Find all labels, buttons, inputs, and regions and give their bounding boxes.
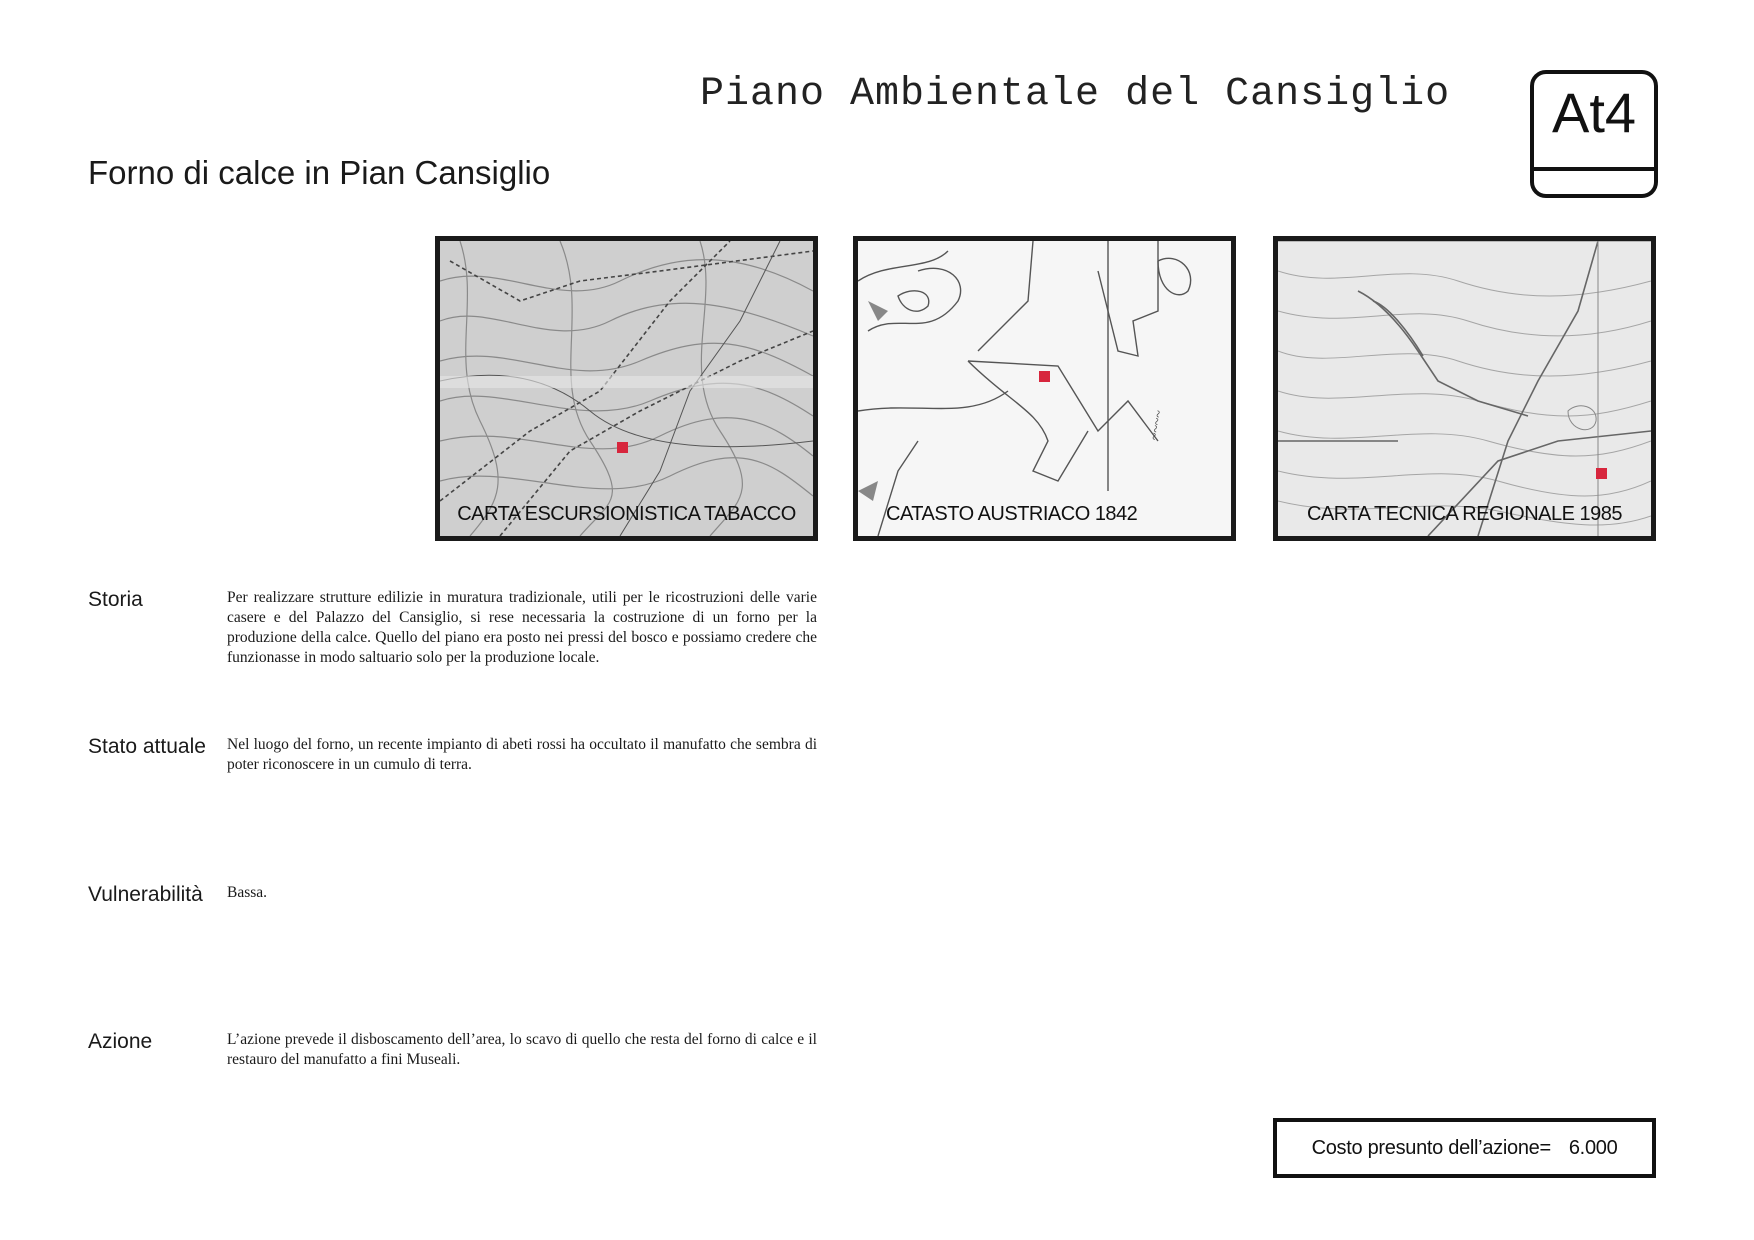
topographic-map-image: [440, 241, 813, 536]
page-title: Forno di calce in Pian Cansiglio: [88, 154, 551, 191]
section-text-azione: L’azione prevede il disboscamento dell’area, lo scavo di quello che resta del forno di calce e il restauro del manufatto a fini Museali.: [227, 1031, 817, 1068]
map-catasto-austriaco: [853, 236, 1236, 541]
document-header-title: Piano Ambientale del Cansiglio: [700, 72, 1451, 117]
location-marker: [617, 442, 628, 453]
section-label-storia: Storia: [88, 588, 143, 611]
technical-map-image: [1278, 241, 1651, 536]
section-text-vulnerabilita: Bassa.: [227, 884, 268, 901]
cost-estimate-box: [1273, 1118, 1656, 1178]
cost-label: Costo presunto dell’azione=: [1311, 1136, 1551, 1159]
svg-text:~~~~: ~~~~: [1147, 409, 1168, 442]
section-text-stato-attuale: Nel luogo del forno, un recente impianto di abeti rossi ha occultato il manufatto che sembra di poter riconoscere in un cumulo di terra.: [227, 736, 817, 773]
section-label-vulnerabilita: Vulnerabilità: [88, 883, 203, 906]
location-marker: [1596, 468, 1607, 479]
section-text-storia: Per realizzare strutture edilizie in muratura tradizionale, utili per le ricostruzioni delle varie casere e del Palazzo del Cansiglio, si rese necessaria la costruzione di un forno per la produzione della calce. Quello del piano era posto nei pressi del bosco e possiamo credere che funzionasse in modo saltuario solo per la produzione locale.: [227, 589, 817, 666]
map-carta-tecnica-regionale: [1273, 236, 1656, 541]
cost-value: 6.000: [1568, 1136, 1618, 1159]
map-caption: CATASTO AUSTRIACO 1842: [886, 503, 1138, 525]
action-code-badge: [1530, 70, 1658, 198]
section-label-azione: Azione: [88, 1030, 153, 1053]
badge-divider: [1534, 167, 1654, 171]
map-carta-escursionistica: [435, 236, 818, 541]
section-label-stato-attuale: Stato attuale: [88, 735, 206, 758]
action-code: At4: [1551, 81, 1637, 144]
map-caption: CARTA ESCURSIONISTICA TABACCO: [457, 503, 796, 525]
location-marker: [1039, 371, 1050, 382]
map-caption: CARTA TECNICA REGIONALE 1985: [1306, 503, 1622, 525]
cadastral-map-image: [858, 241, 1231, 536]
